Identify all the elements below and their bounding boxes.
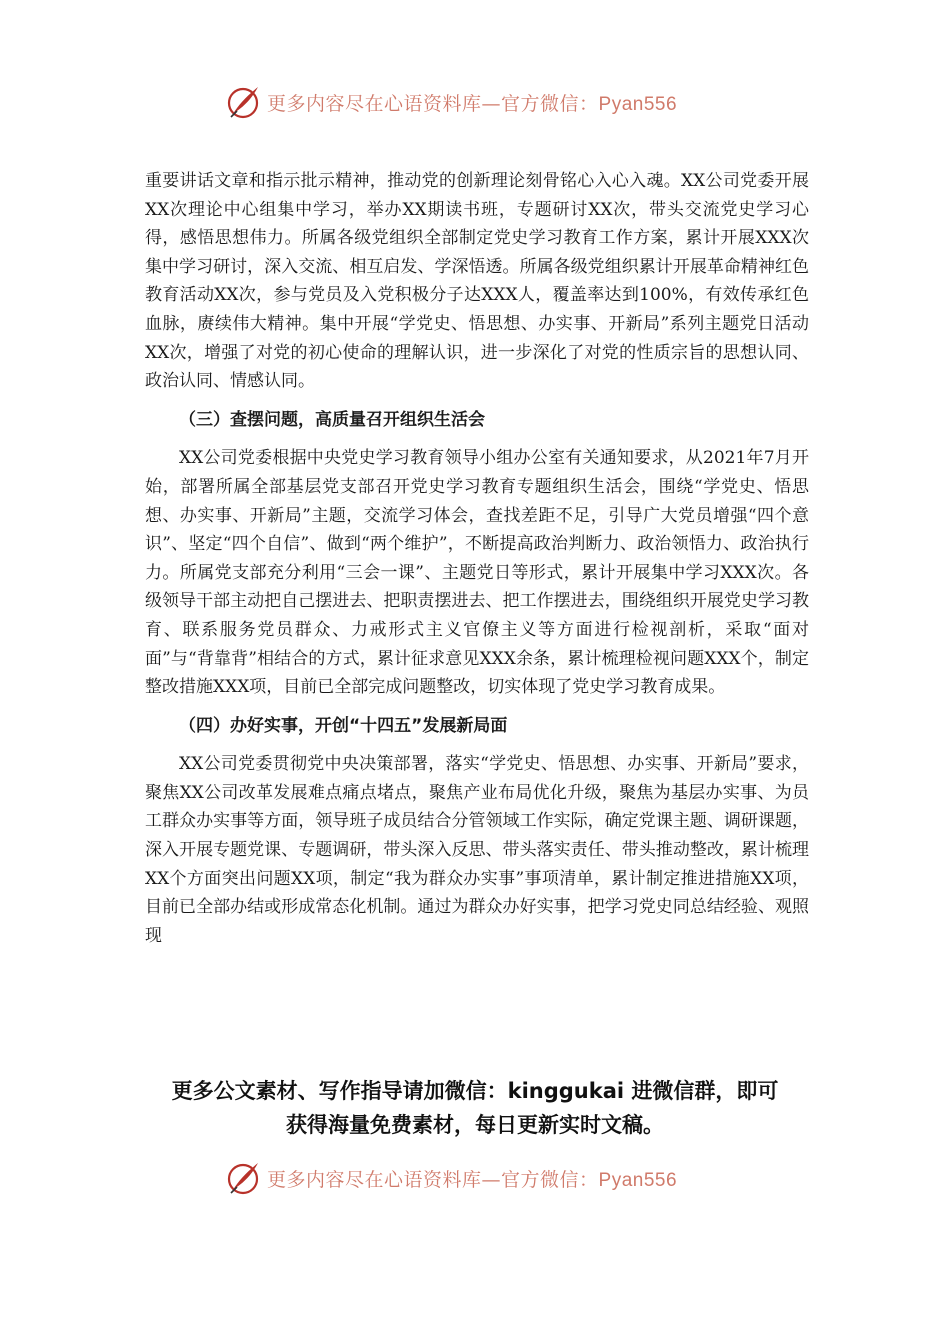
paragraph-3: XX公司党委贯彻党中央决策部署，落实“学党史、悟思想、办实事、开新局”要求，聚焦XX公司改革发展难点痛点堵点，聚焦产业布局优化升级，聚焦为基层办实事、为员工群众办实事等方面，领导班子成员结合分管领域工作实际，确定党课主题、调研课题，深入开展专题党课、专题调研，带头深入反思、带头落实责任、带头推动整改，累计梳理XX个方面突出问题XX项，制定“我为群众办实事”事项清单，累计制定推进措施XX项，目前已全部办结或形成常态化机制。通过为群众办好实事，把学习党史同总结经验、观照现 — [145, 754, 809, 946]
promo-line-2: 获得海量免费素材，每日更新实时文稿。 — [286, 1113, 664, 1137]
quill-logo-icon — [225, 84, 261, 120]
paragraph-2: XX公司党委根据中央党史学习教育领导小组办公室有关通知要求，从2021年7月开始，部署所属全部基层党支部召开党史学习教育专题组织生活会，围绕“学党史、悟思想、办实事、开新局”主题，交流学习体会，查找差距不足，引导广大党员增强“四个意识”、坚定“四个自信”、做到“两个维护”，不断提高政治判断力、政治领悟力、政治执行力。所属党支部充分利用“三会一课”、主题党日等形式，累计开展集中学习XXX次。各级领导干部主动把自己摆进去、把职责摆进去、把工作摆进去，围绕组织开展党史学习教育、联系服务党员群众、力戒形式主义官僚主义等方面进行检视剖析，采取“面对面”与“背靠背”相结合的方式，累计征求意见XXX余条，累计梳理检视问题XXX个，制定整改措施XXX项，目前已全部完成问题整改，切实体现了党史学习教育成果。 — [145, 448, 809, 698]
promo-notice — [120, 1074, 830, 1142]
document-body — [145, 167, 809, 950]
header-banner — [225, 84, 745, 120]
banner-text: 更多内容尽在心语资料库—官方微信：Pyan556 — [267, 1168, 678, 1191]
section-heading-3: （三）查摆问题，高质量召开组织生活会 — [179, 409, 485, 430]
promo-line-1: 更多公文素材、写作指导请加微信：kinggukai 进微信群，即可 — [171, 1079, 779, 1103]
banner-wechat-id: Pyan556 — [598, 1169, 678, 1191]
paragraph-1: 重要讲话文章和指示批示精神，推动党的创新理论刻骨铭心入心入魂。XX公司党委开展XX次理论中心组集中学习，举办XX期读书班，专题研讨XX次，带头交流党史学习心得，感悟思想伟力。所属各级党组织全部制定党史学习教育工作方案，累计开展XXX次集中学习研讨，深入交流、相互启发、学深悟透。所属各级党组织累计开展革命精神红色教育活动XX次，参与党员及入党积极分子达XXX人，覆盖率达到100%，有效传承红色血脉，赓续伟大精神。集中开展“学党史、悟思想、办实事、开新局”系列主题党日活动XX次，增强了对党的初心使命的理解认识，进一步深化了对党的性质宗旨的思想认同、政治认同、情感认同。 — [145, 171, 809, 392]
banner-wechat-id: Pyan556 — [598, 93, 678, 115]
section-heading-4: （四）办好实事，开创“十四五”发展新局面 — [179, 715, 508, 736]
quill-logo-icon — [225, 1160, 261, 1196]
footer-banner — [225, 1160, 745, 1196]
banner-text: 更多内容尽在心语资料库—官方微信：Pyan556 — [267, 92, 678, 115]
